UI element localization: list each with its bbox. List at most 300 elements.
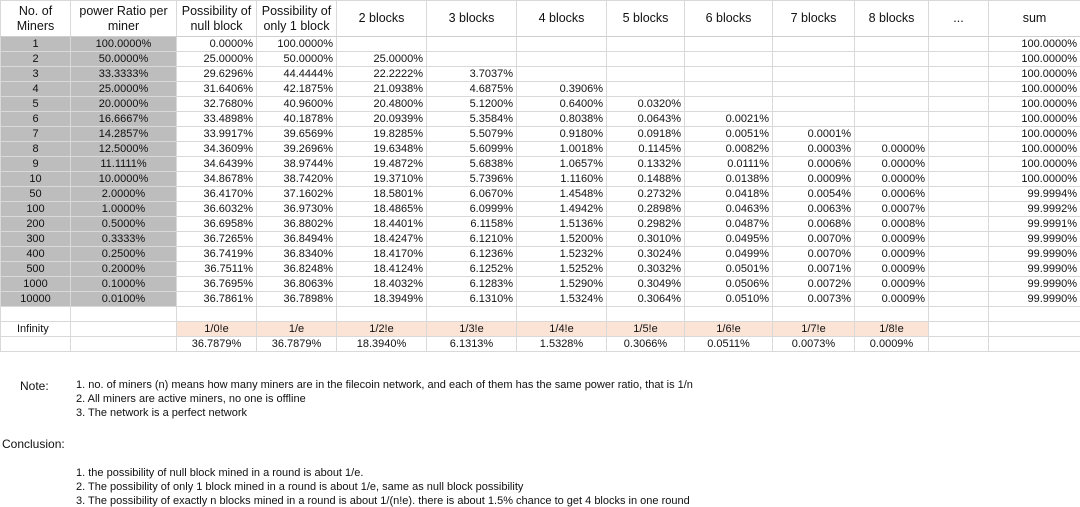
power-ratio-cell[interactable]: 10.0000% xyxy=(71,172,177,187)
table-cell[interactable]: 34.8678% xyxy=(177,172,257,187)
miners-cell[interactable]: 400 xyxy=(1,247,71,262)
table-cell[interactable] xyxy=(517,52,607,67)
table-cell[interactable]: 0.3049% xyxy=(607,277,685,292)
table-cell[interactable] xyxy=(685,52,773,67)
table-cell[interactable]: 0.0063% xyxy=(773,202,855,217)
header-row xyxy=(1,1,1080,37)
table-cell[interactable]: 38.7420% xyxy=(257,172,337,187)
table-cell[interactable] xyxy=(929,127,989,142)
table-row xyxy=(1,127,1080,142)
table-cell[interactable]: 32.7680% xyxy=(177,97,257,112)
miners-cell[interactable]: 50 xyxy=(1,187,71,202)
empty-cell[interactable] xyxy=(257,307,337,322)
table-cell[interactable] xyxy=(929,247,989,262)
table-cell[interactable]: 36.6958% xyxy=(177,217,257,232)
table-cell[interactable]: 99.9990% xyxy=(989,292,1080,307)
table-cell[interactable]: 31.6406% xyxy=(177,82,257,97)
note-line-2: 2. All miners are active miners, no one is offline xyxy=(76,393,306,405)
empty-cell[interactable] xyxy=(177,307,257,322)
power-ratio-cell[interactable]: 0.1000% xyxy=(71,277,177,292)
table-cell[interactable]: 33.9917% xyxy=(177,127,257,142)
table-cell[interactable]: 99.9991% xyxy=(989,217,1080,232)
table-cell[interactable]: 0.0495% xyxy=(685,232,773,247)
table-cell[interactable]: 1.0657% xyxy=(517,157,607,172)
table-cell[interactable]: 36.4170% xyxy=(177,187,257,202)
table-cell[interactable] xyxy=(685,97,773,112)
table-cell[interactable]: 0.0320% xyxy=(607,97,685,112)
empty-cell[interactable] xyxy=(71,307,177,322)
table-cell[interactable]: 5.6838% xyxy=(427,157,517,172)
table-cell[interactable]: 1.5200% xyxy=(517,232,607,247)
table-cell[interactable] xyxy=(929,232,989,247)
table-cell[interactable]: 36.7265% xyxy=(177,232,257,247)
table-cell[interactable]: 36.8063% xyxy=(257,277,337,292)
table-cell[interactable] xyxy=(607,52,685,67)
table-cell[interactable]: 3.7037% xyxy=(427,67,517,82)
table-cell[interactable]: 39.2696% xyxy=(257,142,337,157)
table-cell[interactable]: 18.4865% xyxy=(337,202,427,217)
miners-cell[interactable]: 7 xyxy=(1,127,71,142)
table-row xyxy=(1,37,1080,52)
miners-cell[interactable]: 5 xyxy=(1,97,71,112)
power-ratio-cell[interactable]: 25.0000% xyxy=(71,82,177,97)
table-cell[interactable]: 0.0000% xyxy=(177,37,257,52)
table-cell[interactable]: 0.0003% xyxy=(773,142,855,157)
table-cell[interactable] xyxy=(855,67,929,82)
power-ratio-cell[interactable]: 50.0000% xyxy=(71,52,177,67)
table-cell[interactable] xyxy=(773,67,855,82)
table-cell[interactable]: 25.0000% xyxy=(337,52,427,67)
power-ratio-cell[interactable]: 11.1111% xyxy=(71,157,177,172)
table-cell[interactable]: 0.3032% xyxy=(607,262,685,277)
table-cell[interactable]: 0.0510% xyxy=(685,292,773,307)
table-cell[interactable] xyxy=(855,52,929,67)
empty-cell[interactable] xyxy=(929,307,989,322)
infinity-formula-row xyxy=(1,322,1080,337)
empty-cell[interactable] xyxy=(773,307,855,322)
table-cell[interactable] xyxy=(929,37,989,52)
table-cell[interactable]: 37.1602% xyxy=(257,187,337,202)
table-cell[interactable]: 6.1310% xyxy=(427,292,517,307)
table-cell[interactable]: 0.0009% xyxy=(855,232,929,247)
miners-cell[interactable]: 3 xyxy=(1,67,71,82)
table-cell[interactable]: 0.0009% xyxy=(855,247,929,262)
limit-value-cell[interactable]: 18.3940% xyxy=(337,337,427,352)
table-cell[interactable] xyxy=(929,82,989,97)
table-cell[interactable] xyxy=(929,172,989,187)
table-cell[interactable]: 99.9990% xyxy=(989,232,1080,247)
table-cell[interactable]: 100.0000% xyxy=(989,82,1080,97)
power-ratio-cell[interactable]: 12.5000% xyxy=(71,142,177,157)
table-cell[interactable]: 0.0000% xyxy=(855,157,929,172)
column-header[interactable]: Possibility of null block xyxy=(177,1,257,37)
table-cell[interactable]: 42.1875% xyxy=(257,82,337,97)
conclusion-line-3: 3. The possibility of exactly n blocks mined in a round is about 1/(n!e). there is about 1.5% chance to get 4 blocks in one round xyxy=(76,495,690,507)
table-cell[interactable] xyxy=(607,37,685,52)
table-cell[interactable]: 100.0000% xyxy=(989,172,1080,187)
column-header[interactable]: sum xyxy=(989,1,1080,37)
empty-cell[interactable] xyxy=(929,337,989,352)
table-cell[interactable] xyxy=(929,142,989,157)
table-cell[interactable] xyxy=(929,97,989,112)
formula-cell[interactable]: 1/6!e xyxy=(685,322,773,337)
column-header[interactable]: 7 blocks xyxy=(773,1,855,37)
table-cell[interactable]: 1.5290% xyxy=(517,277,607,292)
table-cell[interactable] xyxy=(929,52,989,67)
table-cell[interactable]: 5.7396% xyxy=(427,172,517,187)
miners-cell[interactable]: 100 xyxy=(1,202,71,217)
table-cell[interactable]: 19.3710% xyxy=(337,172,427,187)
table-cell[interactable]: 0.0499% xyxy=(685,247,773,262)
table-cell[interactable]: 0.6400% xyxy=(517,97,607,112)
table-cell[interactable]: 99.9994% xyxy=(989,187,1080,202)
table-cell[interactable]: 36.7695% xyxy=(177,277,257,292)
table-cell[interactable]: 100.0000% xyxy=(989,142,1080,157)
infinity-value-row xyxy=(1,337,1080,352)
table-cell[interactable]: 0.0463% xyxy=(685,202,773,217)
table-cell[interactable]: 100.0000% xyxy=(989,37,1080,52)
table-cell[interactable]: 1.5232% xyxy=(517,247,607,262)
table-cell[interactable]: 6.1283% xyxy=(427,277,517,292)
table-cell[interactable]: 6.0670% xyxy=(427,187,517,202)
table-cell[interactable]: 0.0009% xyxy=(773,172,855,187)
table-cell[interactable]: 5.1200% xyxy=(427,97,517,112)
table-cell[interactable]: 40.1878% xyxy=(257,112,337,127)
table-cell[interactable]: 5.3584% xyxy=(427,112,517,127)
power-ratio-cell[interactable]: 16.6667% xyxy=(71,112,177,127)
table-cell[interactable]: 36.6032% xyxy=(177,202,257,217)
table-cell[interactable] xyxy=(517,37,607,52)
table-cell[interactable]: 6.1158% xyxy=(427,217,517,232)
limit-value-cell[interactable]: 0.0073% xyxy=(773,337,855,352)
table-cell[interactable]: 100.0000% xyxy=(989,67,1080,82)
table-cell[interactable]: 19.6348% xyxy=(337,142,427,157)
table-cell[interactable]: 44.4444% xyxy=(257,67,337,82)
table-cell[interactable]: 50.0000% xyxy=(257,52,337,67)
table-cell[interactable]: 38.9744% xyxy=(257,157,337,172)
empty-cell[interactable] xyxy=(1,337,71,352)
table-cell[interactable] xyxy=(855,37,929,52)
formula-cell[interactable]: 1/e xyxy=(257,322,337,337)
miners-cell[interactable]: 1000 xyxy=(1,277,71,292)
table-cell[interactable] xyxy=(929,67,989,82)
table-cell[interactable]: 18.3949% xyxy=(337,292,427,307)
table-cell[interactable]: 0.0006% xyxy=(855,187,929,202)
miners-cell[interactable]: 6 xyxy=(1,112,71,127)
table-cell[interactable]: 0.2898% xyxy=(607,202,685,217)
table-cell[interactable]: 0.0138% xyxy=(685,172,773,187)
empty-cell[interactable] xyxy=(517,307,607,322)
table-cell[interactable] xyxy=(337,37,427,52)
table-cell[interactable] xyxy=(855,97,929,112)
table-cell[interactable]: 19.4872% xyxy=(337,157,427,172)
table-cell[interactable]: 6.1252% xyxy=(427,262,517,277)
table-cell[interactable] xyxy=(855,127,929,142)
table-cell[interactable]: 100.0000% xyxy=(989,112,1080,127)
table-cell[interactable]: 0.3010% xyxy=(607,232,685,247)
empty-cell[interactable] xyxy=(71,322,177,337)
table-row xyxy=(1,82,1080,97)
table-cell[interactable]: 0.0070% xyxy=(773,232,855,247)
table-cell[interactable] xyxy=(685,67,773,82)
miners-cell[interactable]: 1 xyxy=(1,37,71,52)
column-header[interactable]: ... xyxy=(929,1,989,37)
table-cell[interactable] xyxy=(929,157,989,172)
table-cell[interactable] xyxy=(773,37,855,52)
table-cell[interactable]: 0.2732% xyxy=(607,187,685,202)
power-ratio-cell[interactable]: 100.0000% xyxy=(71,37,177,52)
table-cell[interactable]: 22.2222% xyxy=(337,67,427,82)
formula-cell[interactable]: 1/3!e xyxy=(427,322,517,337)
table-cell[interactable]: 0.0068% xyxy=(773,217,855,232)
table-cell[interactable] xyxy=(929,217,989,232)
empty-cell[interactable] xyxy=(989,337,1080,352)
table-cell[interactable]: 0.0009% xyxy=(855,292,929,307)
column-header[interactable]: 6 blocks xyxy=(685,1,773,37)
empty-cell[interactable] xyxy=(989,322,1080,337)
table-cell[interactable]: 1.0018% xyxy=(517,142,607,157)
column-header[interactable]: 4 blocks xyxy=(517,1,607,37)
table-cell[interactable] xyxy=(773,112,855,127)
table-cell[interactable]: 0.9180% xyxy=(517,127,607,142)
table-cell[interactable]: 33.4898% xyxy=(177,112,257,127)
table-cell[interactable]: 0.0000% xyxy=(855,142,929,157)
table-cell[interactable]: 1.5324% xyxy=(517,292,607,307)
empty-cell[interactable] xyxy=(607,307,685,322)
limit-value-cell[interactable]: 36.7879% xyxy=(177,337,257,352)
table-cell[interactable]: 18.4124% xyxy=(337,262,427,277)
empty-cell[interactable] xyxy=(1,307,71,322)
table-cell[interactable]: 1.1160% xyxy=(517,172,607,187)
miners-cell[interactable]: 10000 xyxy=(1,292,71,307)
table-cell[interactable]: 1.4942% xyxy=(517,202,607,217)
table-row xyxy=(1,262,1080,277)
column-header[interactable]: Possibility of only 1 block xyxy=(257,1,337,37)
table-cell[interactable]: 0.0009% xyxy=(855,262,929,277)
table-cell[interactable]: 0.0001% xyxy=(773,127,855,142)
formula-cell[interactable]: 1/8!e xyxy=(855,322,929,337)
table-cell[interactable]: 0.0487% xyxy=(685,217,773,232)
limit-value-cell[interactable]: 0.3066% xyxy=(607,337,685,352)
table-cell[interactable] xyxy=(929,262,989,277)
table-cell[interactable]: 100.0000% xyxy=(989,52,1080,67)
infinity-label[interactable]: Infinity xyxy=(1,322,71,337)
table-cell[interactable] xyxy=(773,97,855,112)
empty-cell[interactable] xyxy=(337,307,427,322)
table-cell[interactable]: 6.0999% xyxy=(427,202,517,217)
table-row xyxy=(1,67,1080,82)
table-cell[interactable] xyxy=(929,187,989,202)
table-cell[interactable] xyxy=(855,82,929,97)
table-cell[interactable]: 5.6099% xyxy=(427,142,517,157)
table-row xyxy=(1,277,1080,292)
table-cell[interactable]: 0.0071% xyxy=(773,262,855,277)
table-cell[interactable]: 0.0073% xyxy=(773,292,855,307)
table-cell[interactable]: 0.1145% xyxy=(607,142,685,157)
table-cell[interactable]: 36.8340% xyxy=(257,247,337,262)
table-cell[interactable]: 0.1488% xyxy=(607,172,685,187)
power-ratio-cell[interactable]: 33.3333% xyxy=(71,67,177,82)
table-cell[interactable]: 99.9992% xyxy=(989,202,1080,217)
empty-cell[interactable] xyxy=(685,307,773,322)
table-cell[interactable]: 20.0939% xyxy=(337,112,427,127)
power-ratio-cell[interactable]: 0.2500% xyxy=(71,247,177,262)
table-cell[interactable] xyxy=(607,82,685,97)
table-cell[interactable]: 19.8285% xyxy=(337,127,427,142)
table-cell[interactable] xyxy=(427,37,517,52)
column-header[interactable]: power Ratio per miner xyxy=(71,1,177,37)
table-cell[interactable]: 39.6569% xyxy=(257,127,337,142)
table-cell[interactable]: 0.0643% xyxy=(607,112,685,127)
column-header[interactable]: 8 blocks xyxy=(855,1,929,37)
table-cell[interactable]: 0.0054% xyxy=(773,187,855,202)
table-row xyxy=(1,187,1080,202)
empty-cell[interactable] xyxy=(929,322,989,337)
table-cell[interactable]: 100.0000% xyxy=(989,97,1080,112)
table-cell[interactable]: 0.0501% xyxy=(685,262,773,277)
table-cell[interactable]: 25.0000% xyxy=(177,52,257,67)
table-cell[interactable]: 18.4032% xyxy=(337,277,427,292)
table-cell[interactable] xyxy=(855,112,929,127)
table-cell[interactable]: 0.8038% xyxy=(517,112,607,127)
table-cell[interactable]: 0.0418% xyxy=(685,187,773,202)
table-cell[interactable]: 36.7511% xyxy=(177,262,257,277)
table-cell[interactable]: 0.0918% xyxy=(607,127,685,142)
table-cell[interactable]: 18.4401% xyxy=(337,217,427,232)
table-cell[interactable]: 36.9730% xyxy=(257,202,337,217)
power-ratio-cell[interactable]: 20.0000% xyxy=(71,97,177,112)
table-cell[interactable]: 0.0007% xyxy=(855,202,929,217)
table-cell[interactable]: 0.0021% xyxy=(685,112,773,127)
power-ratio-cell[interactable]: 2.0000% xyxy=(71,187,177,202)
power-ratio-cell[interactable]: 0.0100% xyxy=(71,292,177,307)
limit-value-cell[interactable]: 0.0511% xyxy=(685,337,773,352)
limit-value-cell[interactable]: 36.7879% xyxy=(257,337,337,352)
power-ratio-cell[interactable]: 1.0000% xyxy=(71,202,177,217)
table-cell[interactable] xyxy=(929,112,989,127)
limit-value-cell[interactable]: 0.0009% xyxy=(855,337,929,352)
miners-cell[interactable]: 200 xyxy=(1,217,71,232)
miners-cell[interactable]: 2 xyxy=(1,52,71,67)
formula-cell[interactable]: 1/7!e xyxy=(773,322,855,337)
table-cell[interactable]: 100.0000% xyxy=(989,127,1080,142)
miners-cell[interactable]: 10 xyxy=(1,172,71,187)
table-cell[interactable] xyxy=(607,67,685,82)
table-cell[interactable] xyxy=(685,37,773,52)
table-cell[interactable]: 0.0072% xyxy=(773,277,855,292)
table-cell[interactable] xyxy=(685,82,773,97)
table-cell[interactable]: 34.3609% xyxy=(177,142,257,157)
column-header[interactable]: 2 blocks xyxy=(337,1,427,37)
table-cell[interactable]: 0.3064% xyxy=(607,292,685,307)
empty-cell[interactable] xyxy=(71,337,177,352)
table-cell[interactable]: 0.0000% xyxy=(855,172,929,187)
table-cell[interactable]: 100.0000% xyxy=(257,37,337,52)
empty-cell[interactable] xyxy=(855,307,929,322)
table-cell[interactable]: 0.0051% xyxy=(685,127,773,142)
table-cell[interactable] xyxy=(929,277,989,292)
table-cell[interactable]: 1.5136% xyxy=(517,217,607,232)
empty-cell[interactable] xyxy=(427,307,517,322)
formula-cell[interactable]: 1/0!e xyxy=(177,322,257,337)
table-cell[interactable] xyxy=(929,292,989,307)
table-cell[interactable]: 99.9990% xyxy=(989,277,1080,292)
table-cell[interactable]: 29.6296% xyxy=(177,67,257,82)
formula-cell[interactable]: 1/5!e xyxy=(607,322,685,337)
table-cell[interactable]: 34.6439% xyxy=(177,157,257,172)
table-cell[interactable]: 0.0070% xyxy=(773,247,855,262)
power-ratio-cell[interactable]: 0.3333% xyxy=(71,232,177,247)
miners-cell[interactable]: 9 xyxy=(1,157,71,172)
table-row xyxy=(1,292,1080,307)
table-cell[interactable]: 0.0082% xyxy=(685,142,773,157)
table-cell[interactable] xyxy=(773,82,855,97)
column-header[interactable]: 5 blocks xyxy=(607,1,685,37)
table-cell[interactable]: 20.4800% xyxy=(337,97,427,112)
column-header[interactable]: No. of Miners xyxy=(1,1,71,37)
table-cell[interactable]: 4.6875% xyxy=(427,82,517,97)
table-cell[interactable]: 0.0008% xyxy=(855,217,929,232)
table-cell[interactable]: 36.8248% xyxy=(257,262,337,277)
table-cell[interactable]: 18.4247% xyxy=(337,232,427,247)
miners-cell[interactable]: 8 xyxy=(1,142,71,157)
table-cell[interactable]: 36.7861% xyxy=(177,292,257,307)
power-ratio-cell[interactable]: 0.2000% xyxy=(71,262,177,277)
power-ratio-cell[interactable]: 14.2857% xyxy=(71,127,177,142)
table-cell[interactable]: 99.9990% xyxy=(989,262,1080,277)
table-cell[interactable]: 0.2982% xyxy=(607,217,685,232)
table-cell[interactable]: 0.0111% xyxy=(685,157,773,172)
table-cell[interactable] xyxy=(929,202,989,217)
table-cell[interactable]: 0.0506% xyxy=(685,277,773,292)
empty-cell[interactable] xyxy=(989,307,1080,322)
table-cell[interactable]: 36.7898% xyxy=(257,292,337,307)
table-cell[interactable]: 1.4548% xyxy=(517,187,607,202)
limit-value-cell[interactable]: 1.5328% xyxy=(517,337,607,352)
table-cell[interactable]: 36.7419% xyxy=(177,247,257,262)
table-cell[interactable]: 0.3024% xyxy=(607,247,685,262)
limit-value-cell[interactable]: 6.1313% xyxy=(427,337,517,352)
power-ratio-cell[interactable]: 0.5000% xyxy=(71,217,177,232)
table-cell[interactable]: 99.9990% xyxy=(989,247,1080,262)
table-cell[interactable]: 1.5252% xyxy=(517,262,607,277)
table-cell[interactable]: 18.4170% xyxy=(337,247,427,262)
table-cell[interactable]: 0.3906% xyxy=(517,82,607,97)
table-cell[interactable]: 0.0009% xyxy=(855,277,929,292)
table-cell[interactable]: 0.1332% xyxy=(607,157,685,172)
table-cell[interactable]: 6.1236% xyxy=(427,247,517,262)
table-cell[interactable]: 36.8494% xyxy=(257,232,337,247)
miners-cell[interactable]: 300 xyxy=(1,232,71,247)
miners-cell[interactable]: 500 xyxy=(1,262,71,277)
table-cell[interactable]: 40.9600% xyxy=(257,97,337,112)
table-cell[interactable] xyxy=(517,67,607,82)
conclusion-line-1: 1. the possibility of null block mined in a round is about 1/e. xyxy=(76,467,363,479)
formula-cell[interactable]: 1/2!e xyxy=(337,322,427,337)
table-cell[interactable]: 0.0006% xyxy=(773,157,855,172)
table-cell[interactable] xyxy=(773,52,855,67)
table-cell[interactable] xyxy=(427,52,517,67)
table-cell[interactable]: 5.5079% xyxy=(427,127,517,142)
formula-cell[interactable]: 1/4!e xyxy=(517,322,607,337)
table-cell[interactable]: 21.0938% xyxy=(337,82,427,97)
column-header[interactable]: 3 blocks xyxy=(427,1,517,37)
table-cell[interactable]: 18.5801% xyxy=(337,187,427,202)
table-cell[interactable]: 100.0000% xyxy=(989,157,1080,172)
table-cell[interactable]: 6.1210% xyxy=(427,232,517,247)
table-cell[interactable]: 36.8802% xyxy=(257,217,337,232)
miners-cell[interactable]: 4 xyxy=(1,82,71,97)
